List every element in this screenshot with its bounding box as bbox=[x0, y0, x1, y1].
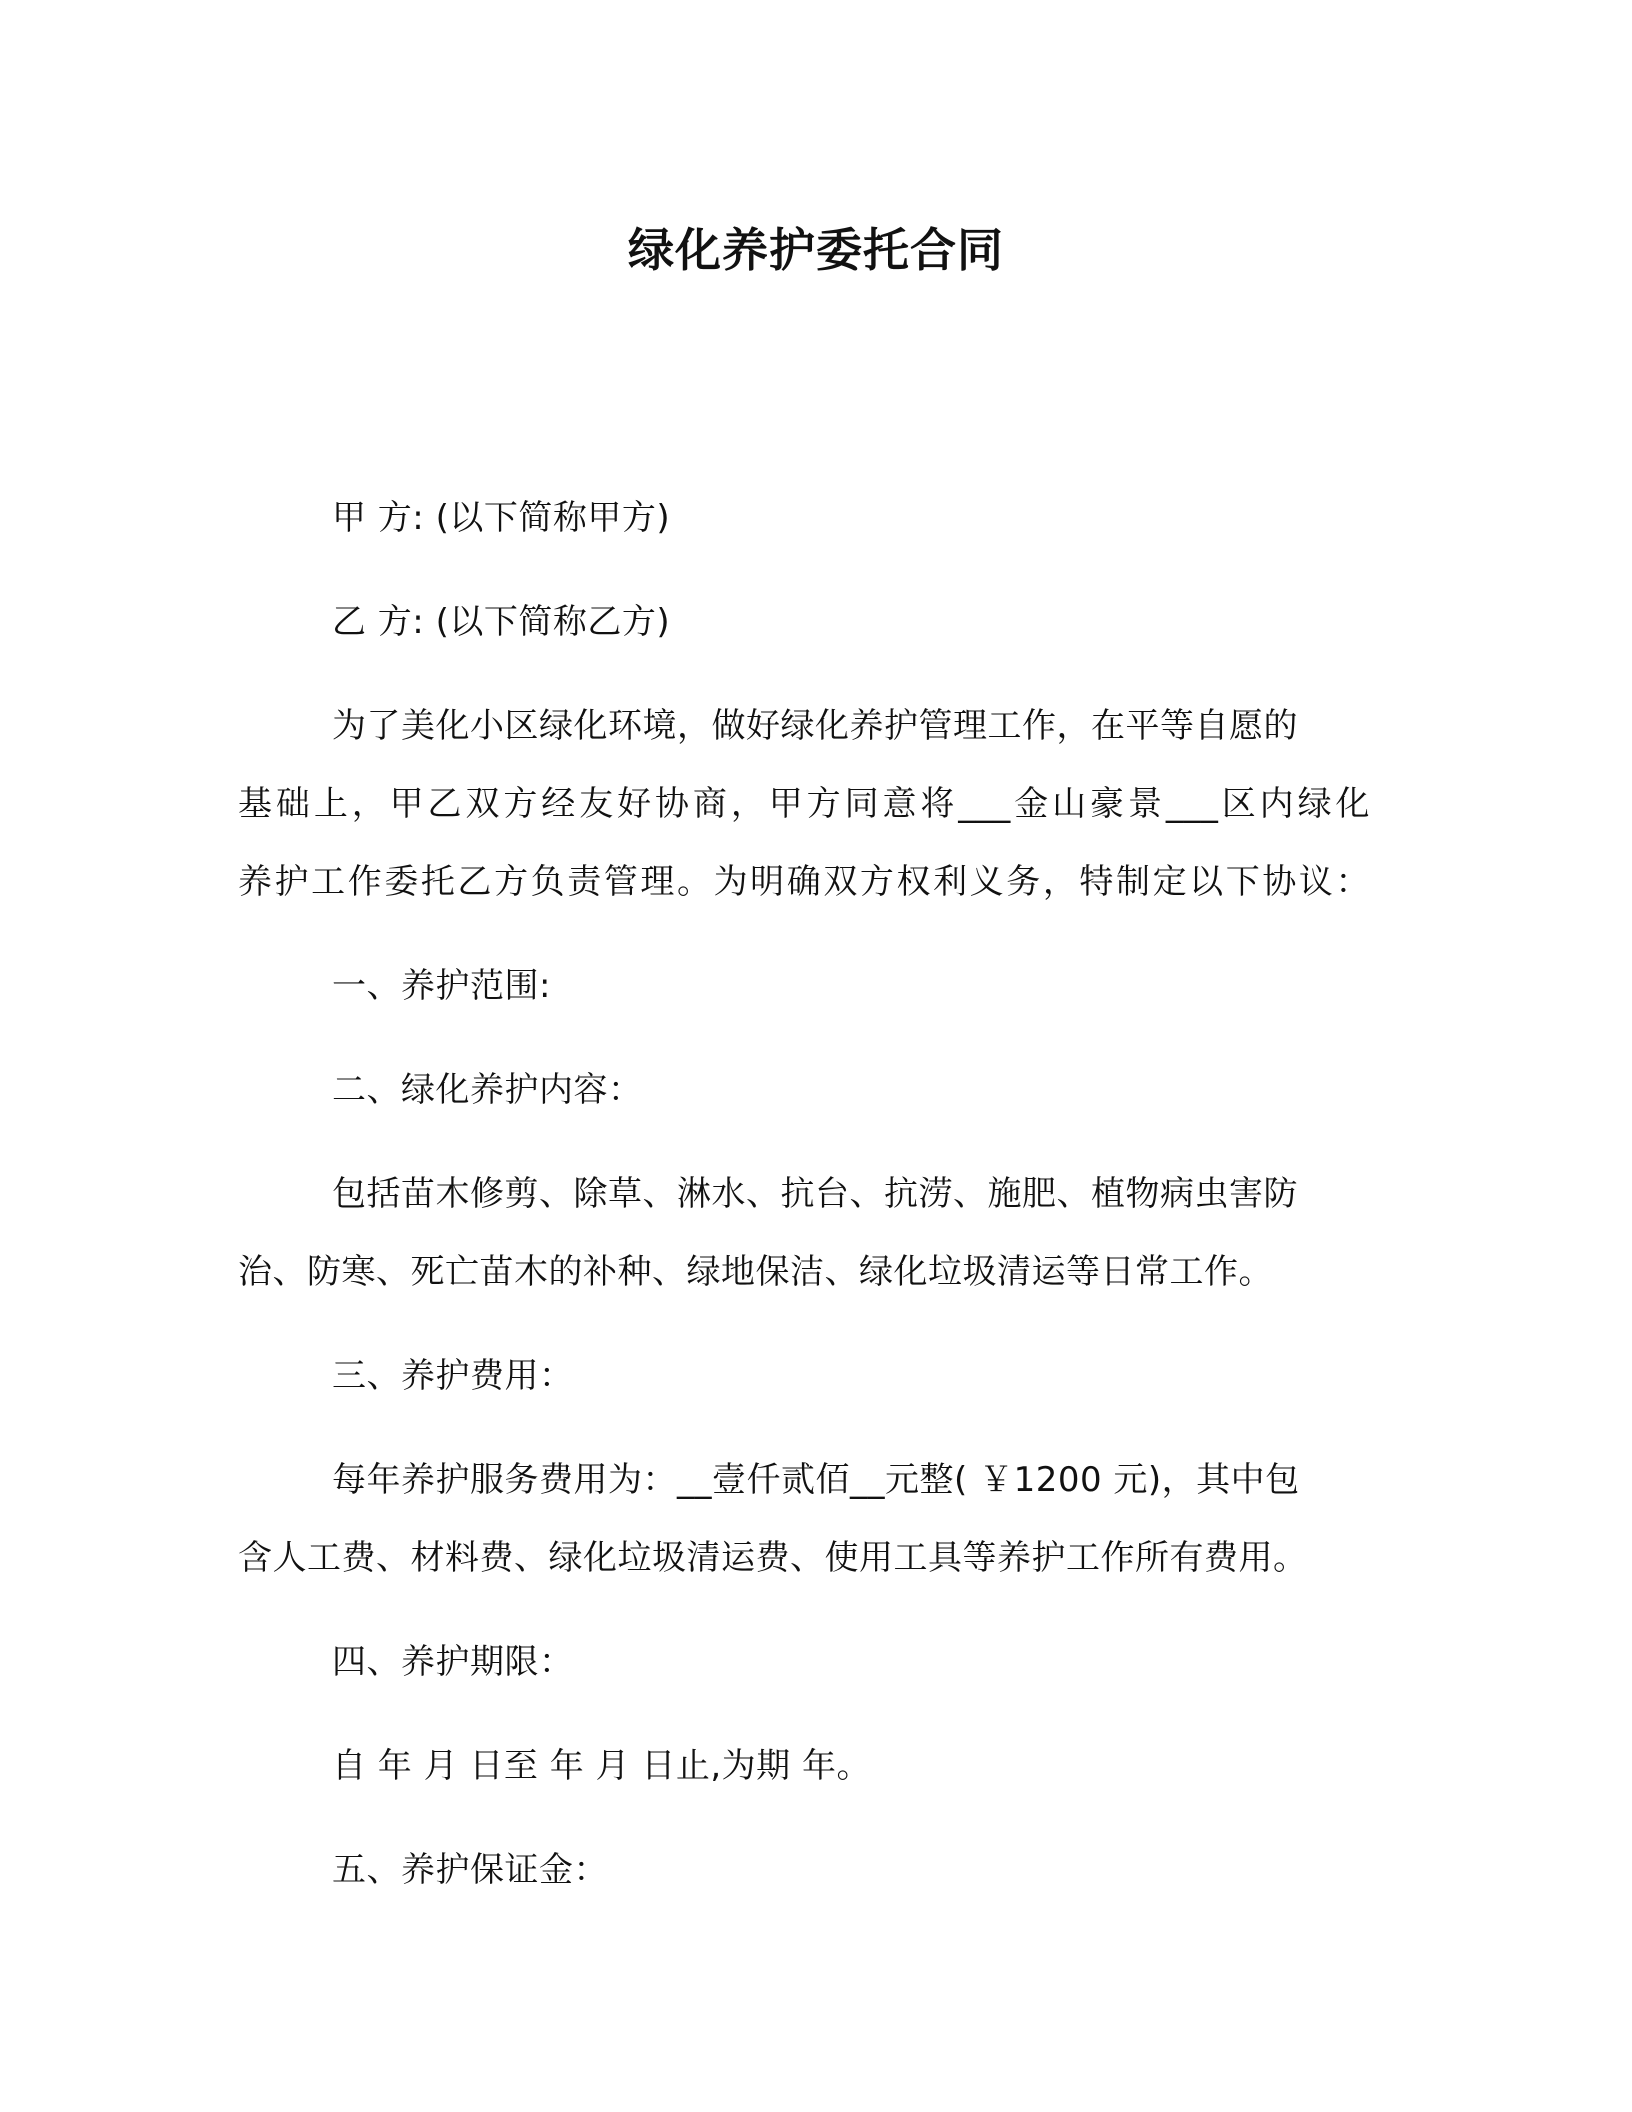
period-line: 自 年 月 日至 年 月 日止,为期 年。 bbox=[332, 1746, 871, 1786]
section-1-heading: 一、养护范围: bbox=[332, 966, 551, 1006]
content-line-2: 治、防寒、死亡苗木的补种、绿地保洁、绿化垃圾清运等日常工作。 bbox=[238, 1252, 1273, 1292]
section-4-heading: 四、养护期限： bbox=[332, 1642, 574, 1682]
intro-line-3: 养护工作委托乙方负责管理。为明确双方权利义务，特制定以下协议： bbox=[238, 862, 1370, 902]
content-line-1: 包括苗木修剪、除草、淋水、抗台、抗涝、施肥、植物病虫害防 bbox=[332, 1174, 1298, 1214]
section-5-heading: 五、养护保证金： bbox=[332, 1850, 608, 1890]
party-b-line: 乙 方: (以下简称乙方) bbox=[332, 602, 671, 642]
contract-title: 绿化养护委托合同 bbox=[628, 223, 1004, 277]
intro-line-1: 为了美化小区绿化环境，做好绿化养护管理工作，在平等自愿的 bbox=[332, 706, 1298, 746]
party-a-line: 甲 方: (以下简称甲方) bbox=[332, 498, 671, 538]
section-3-heading: 三、养护费用： bbox=[332, 1356, 574, 1396]
section-2-heading: 二、绿化养护内容： bbox=[332, 1070, 643, 1110]
fee-line-1: 每年养护服务费用为：__壹仟贰佰__元整( ￥1200 元)，其中包 bbox=[332, 1460, 1300, 1500]
fee-line-2: 含人工费、材料费、绿化垃圾清运费、使用工具等养护工作所有费用。 bbox=[238, 1538, 1308, 1578]
intro-line-2: 基础上，甲乙双方经友好协商，甲方同意将___金山豪景___区内绿化 bbox=[238, 784, 1370, 824]
